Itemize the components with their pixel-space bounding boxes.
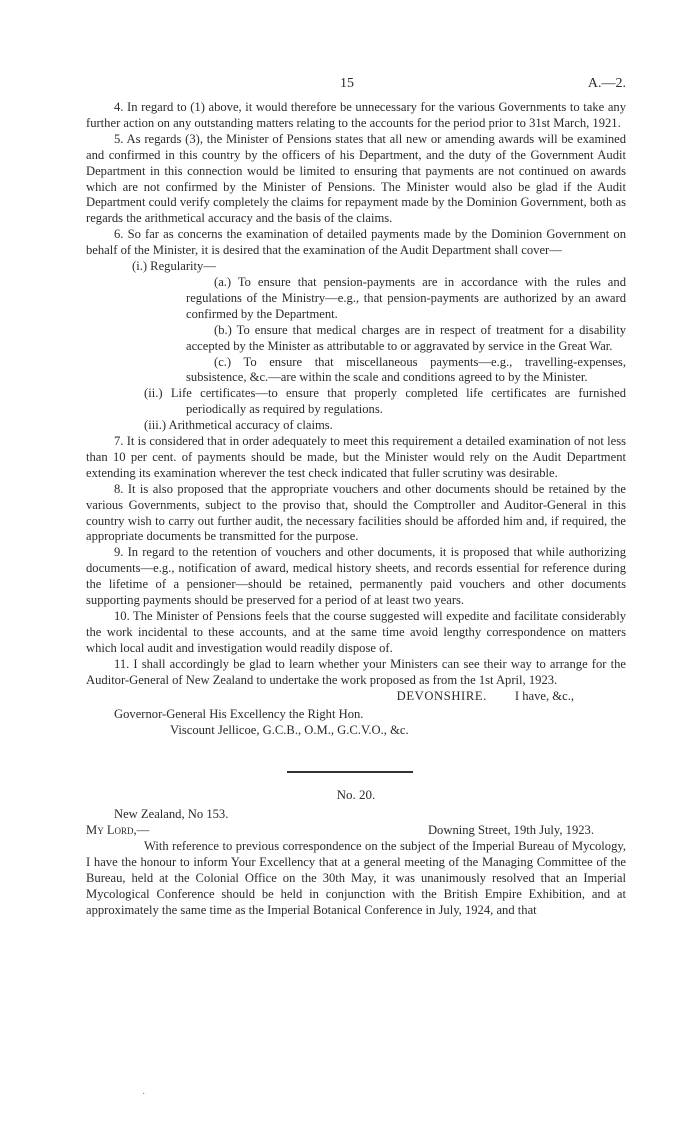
addressee-line-2: Viscount Jellicoe, G.C.B., O.M., G.C.V.O., &c. [170, 723, 409, 738]
salutation: My Lord,— [86, 823, 150, 838]
salutation-row [86, 823, 626, 839]
page-speck: · [142, 1089, 146, 1100]
item-i-a: (a.) To ensure that pension-payments are in accordance with the rules and regulations of the Ministry—e.g., that pension-payments are authorized by an award confirmed by the Department. [186, 274, 626, 321]
document-reference: A.—2. [587, 76, 626, 91]
item-ii: (ii.) Life certificates—to ensure that properly completed life certificates are furnished periodically as required by regulations. [144, 386, 626, 417]
page-header [86, 76, 626, 98]
paragraph-10: 10. The Minister of Pensions feels that the course suggested will expedite and facilitate considerably the work incidental to these accounts, and at the same time avoid lengthy correspondence on matters which local audit and investigation would readily dispose of. [86, 609, 626, 655]
paragraph-6: 6. So far as concerns the examination of detailed payments made by the Dominion Government on behalf of the Minister, it is desired that the examination of the Audit Department shall cover— [86, 227, 626, 258]
paragraph-4: 4. In regard to (1) above, it would therefore be unnecessary for the various Governments to take any further action on any outstanding matters relating to the accounts for the period prior to 31st March, 1921. [86, 100, 626, 130]
signature: DEVONSHIRE. [396, 688, 487, 703]
letter-20-text: With reference to previous correspondence on the subject of the Imperial Bureau of Mycology, I have the honour to inform Your Excellency that at a general meeting of the Managing Committee of the Bureau, held at the Colonial Office on the 30th May, it was unanimously resolved that an Imperial Mycological Conference should be held in conjunction with the British Empire Exhibition, and at approximately the same time as the Imperial Botanical Conference in July, 1924, and that [86, 838, 626, 917]
page-number: 15 [340, 76, 354, 91]
place-date: Downing Street, 19th July, 1923. [427, 823, 594, 838]
paragraph-11-text: 11. I shall accordingly be glad to learn whether your Ministers can see their way to arrange for the Auditor-General of New Zealand to undertake the work proposed as from the 1st April, 1923. [86, 656, 626, 687]
addressee-line-1: Governor-General His Excellency the Right Hon. [114, 707, 364, 722]
section-divider [287, 771, 413, 773]
closing: I have, &c., [514, 688, 574, 703]
item-i-b: (b.) To ensure that medical charges are in respect of treatment for a disability accepted by the Minister as attributable to or aggravated by service in the Great War. [186, 322, 626, 353]
paragraph-7: 7. It is considered that in order adequately to meet this requirement a detailed examination of not less than 10 per cent. of payments should be made, but the Minister would rely on the Audit Department extending its examination wherever the test check indicated that fuller scrutiny was desirable. [86, 434, 626, 480]
paragraph-5: 5. As regards (3), the Minister of Pensions states that all new or amending awards will be examined and confirmed in this country by the officers of his Department, and the duty of the Government Audit Department in this connection would be limited to ensuring that payments are not continued on awards which are not confirmed by the Minister of Pensions. The Minister would also be glad if the Audit Department could verify completely the claims for repayment made by the Dominion Government, both as regards the arithmetical accuracy and the basis of the claims. [86, 131, 626, 226]
document-body [86, 100, 626, 919]
document-page [86, 76, 626, 919]
item-i-c: (c.) To ensure that miscellaneous payments—e.g., travelling-expenses, subsistence, &c.—are within the scale and conditions agreed to by the Minister. [186, 354, 626, 385]
paragraph-9: 9. In regard to the retention of vouchers and other documents, it is proposed that while authorizing documents—e.g., notification of award, medical history sheets, and records essential for reference during the lifetime of a pensioner—should be retained, permanently paid vouchers and other documents supporting payments should be preserved for a period of at least two years. [86, 545, 626, 608]
letter-number: No. 20. [336, 787, 376, 803]
paragraph-8: 8. It is also proposed that the appropriate vouchers and other documents should be retained by the various Governments, subject to the proviso that, should the Comptroller and Auditor-General in this country wish to carry out further audit, the necessary facilities should be afforded him and, if required, the appropriate documents be transmitted for the purpose. [86, 481, 626, 544]
item-iii: (iii.) Arithmetical accuracy of claims. [144, 418, 333, 433]
letter-reference: New Zealand, No 153. [114, 807, 229, 822]
item-i-label: (i.) Regularity— [132, 259, 216, 274]
